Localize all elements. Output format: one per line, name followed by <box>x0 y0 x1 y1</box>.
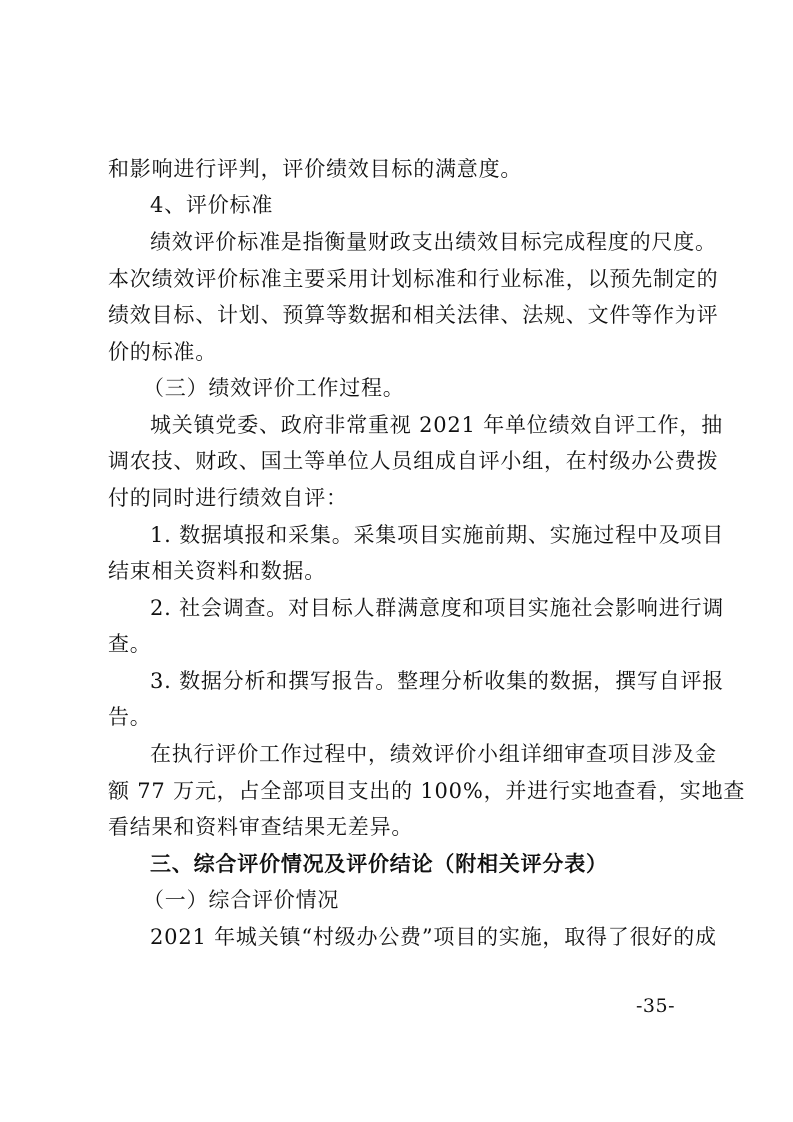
text-line: 城关镇党委、政府非常重视 2021 年单位绩效自评工作，抽 <box>150 413 723 437</box>
text-line: 查。 <box>108 632 152 656</box>
text-line: 和影响进行评判，评价绩效目标的满意度。 <box>108 157 523 181</box>
list-item: 1. 数据填报和采集。采集项目实施前期、实施过程中及项目 <box>150 523 725 547</box>
list-item: 3. 数据分析和撰写报告。整理分析收集的数据，撰写自评报 <box>150 669 725 693</box>
page-number: -35- <box>636 995 676 1017</box>
text-line: 调农技、财政、国土等单位人员组成自评小组，在村级办公费拨 <box>108 449 719 473</box>
text-line: 结束相关资料和数据。 <box>108 559 326 583</box>
text-line: 在执行评价工作过程中，绩效评价小组详细审查项目涉及金 <box>150 742 717 766</box>
section-heading: （三）绩效评价工作过程。 <box>143 376 405 400</box>
text-line: 绩效目标、计划、预算等数据和相关法律、法规、文件等作为评 <box>108 303 719 327</box>
section-heading: （一）综合评价情况 <box>143 888 340 912</box>
text-line: 额 77 万元，占全部项目支出的 100%，并进行实地查看，实地查 <box>108 779 746 803</box>
text-line: 2021 年城关镇“村级办公费”项目的实施，取得了很好的成 <box>150 925 717 949</box>
chapter-heading: 三、综合评价情况及评价结论（附相关评分表） <box>150 851 608 876</box>
text-line: 付的同时进行绩效自评： <box>108 486 348 510</box>
list-item: 2. 社会调查。对目标人群满意度和项目实施社会影响进行调 <box>150 596 725 620</box>
text-line: 本次绩效评价标准主要采用计划标准和行业标准，以预先制定的 <box>108 267 719 291</box>
text-line: 告。 <box>108 705 152 729</box>
text-line: 看结果和资料审查结果无差异。 <box>108 815 414 839</box>
section-heading: 4、评价标准 <box>150 193 274 217</box>
text-line: 价的标准。 <box>108 340 217 364</box>
text-line: 绩效评价标准是指衡量财政支出绩效目标完成程度的尺度。 <box>150 230 717 254</box>
